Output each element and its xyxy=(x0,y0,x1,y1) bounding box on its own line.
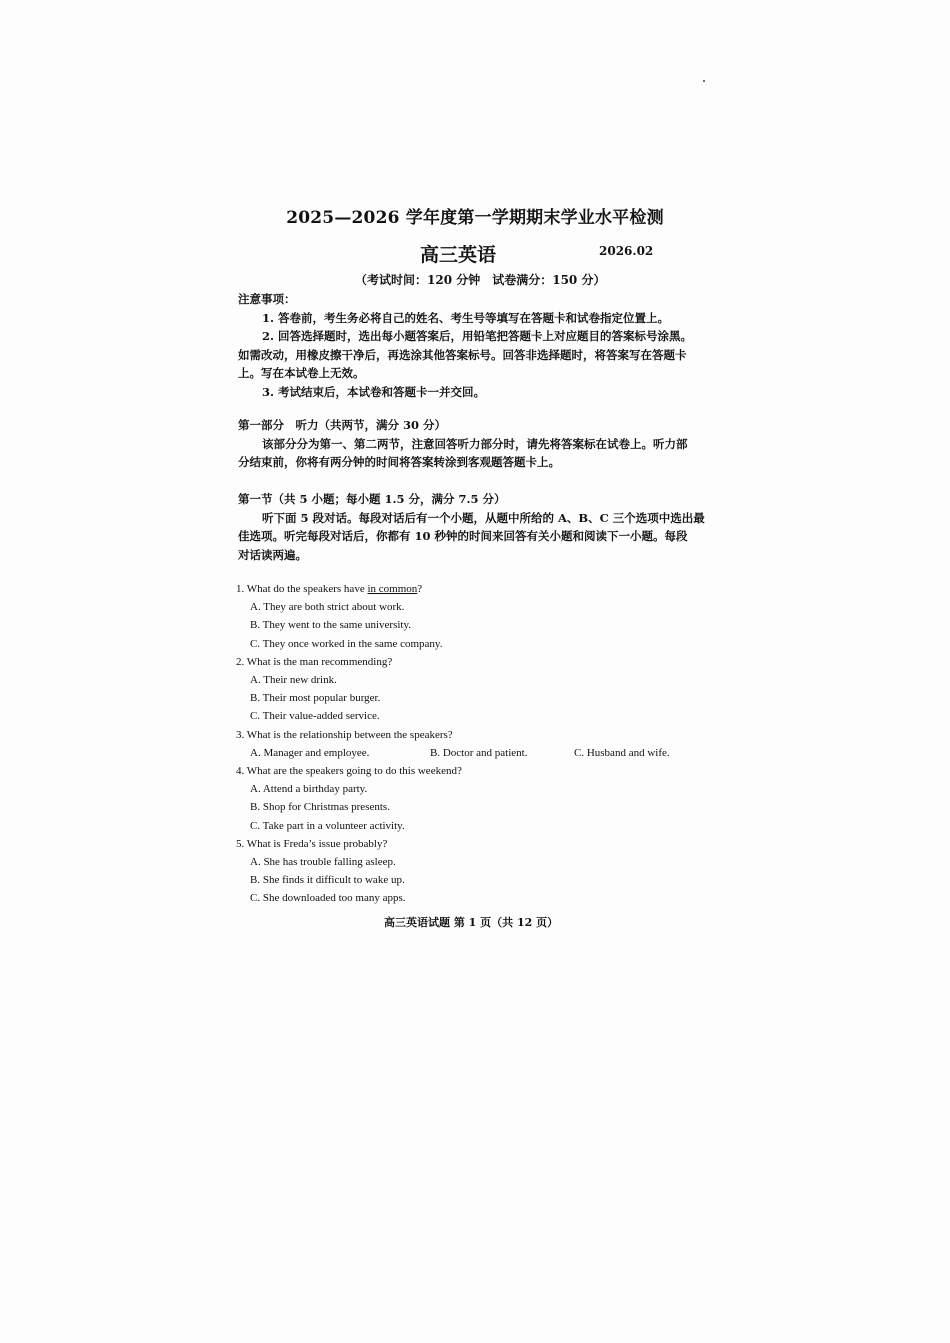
exam-date: 2026.02 xyxy=(599,244,654,258)
question-3-stem: 3. What is the relationship between the speakers? xyxy=(236,728,453,741)
note-item: 1. 答卷前，考生务必将自己的姓名、考生号等填写在答题卡和试卷指定位置上。 xyxy=(262,310,670,325)
question-1-stem xyxy=(236,580,716,598)
option-a: A. They are both strict about work. xyxy=(250,601,405,614)
option-c: C. Husband and wife. xyxy=(574,746,670,759)
option-row xyxy=(236,744,716,762)
option-b: B. Their most popular burger. xyxy=(250,692,381,705)
section1-instruction: 对话读两遍。 xyxy=(238,547,307,562)
option-a: A. Attend a birthday party. xyxy=(250,783,368,796)
question-5-stem: 5. What is Freda’s issue probably? xyxy=(236,837,388,850)
option-a: A. Their new drink. xyxy=(250,674,337,687)
stem-text: ? xyxy=(417,583,423,595)
option-a: A. Manager and employee. xyxy=(250,746,370,759)
part1-instruction: 该部分分为第一、第二两节，注意回答听力部分时，请先将答案标在试卷上。听力部 xyxy=(262,436,688,451)
section1-instruction: 佳选项。听完每段对话后，你都有 10 秒钟的时间来回答有关小题和阅读下一小题。每段 xyxy=(238,529,688,543)
stem-text: 1. What do the speakers have xyxy=(236,583,368,595)
subject-title: 高三英语 xyxy=(420,244,497,266)
section1 xyxy=(238,490,718,564)
option-c: C. She downloaded too many apps. xyxy=(250,892,406,905)
part1-section xyxy=(238,416,718,472)
note-item: 3. 考试结束后，本试卷和答题卡一并交回。 xyxy=(262,384,486,399)
option-c: C. Their value-added service. xyxy=(250,710,380,723)
scan-dot xyxy=(703,80,705,82)
page-footer: 高三英语试题 第 1 页（共 12 页） xyxy=(384,916,559,929)
option-b: B. She finds it difficult to wake up. xyxy=(250,874,405,887)
exam-info: （考试时间：120 分钟 试卷满分：150 分） xyxy=(355,273,606,287)
option-b: B. They went to the same university. xyxy=(250,619,411,632)
note-item: 2. 回答选择题时，选出每小题答案后，用铅笔把答题卡上对应题目的答案标号涂黑。 xyxy=(262,329,693,343)
option-c: C. They once worked in the same company. xyxy=(250,637,443,650)
notes-section xyxy=(238,290,718,401)
question-2-stem: 2. What is the man recommending? xyxy=(236,655,393,668)
option-b: B. Shop for Christmas presents. xyxy=(250,801,390,814)
note-item: 上。写在本试卷上无效。 xyxy=(238,366,365,380)
exam-title: 2025—2026 学年度第一学期期末学业水平检测 xyxy=(286,208,664,228)
section1-title: 第一节（共 5 小题；每小题 1.5 分，满分 7.5 分） xyxy=(238,492,506,506)
part1-instruction: 分结束前，你将有两分钟的时间将答案转涂到客观题答题卡上。 xyxy=(238,455,560,469)
part1-title: 第一部分 听力（共两节，满分 30 分） xyxy=(238,418,447,432)
section1-instruction: 听下面 5 段对话。每段对话后有一个小题，从题中所给的 A、B、C 三个选项中选出最 xyxy=(262,510,705,525)
stem-underlined: in common xyxy=(367,583,418,595)
question-list xyxy=(236,580,716,908)
option-a: A. She has trouble falling asleep. xyxy=(250,856,396,869)
notes-title: 注意事项： xyxy=(238,292,296,306)
option-c: C. Take part in a volunteer activity. xyxy=(250,819,405,832)
note-item: 如需改动，用橡皮擦干净后，再选涂其他答案标号。回答非选择题时，将答案写在答题卡 xyxy=(238,347,687,362)
option-b: B. Doctor and patient. xyxy=(430,746,528,759)
question-4-stem: 4. What are the speakers going to do this weekend? xyxy=(236,765,462,778)
